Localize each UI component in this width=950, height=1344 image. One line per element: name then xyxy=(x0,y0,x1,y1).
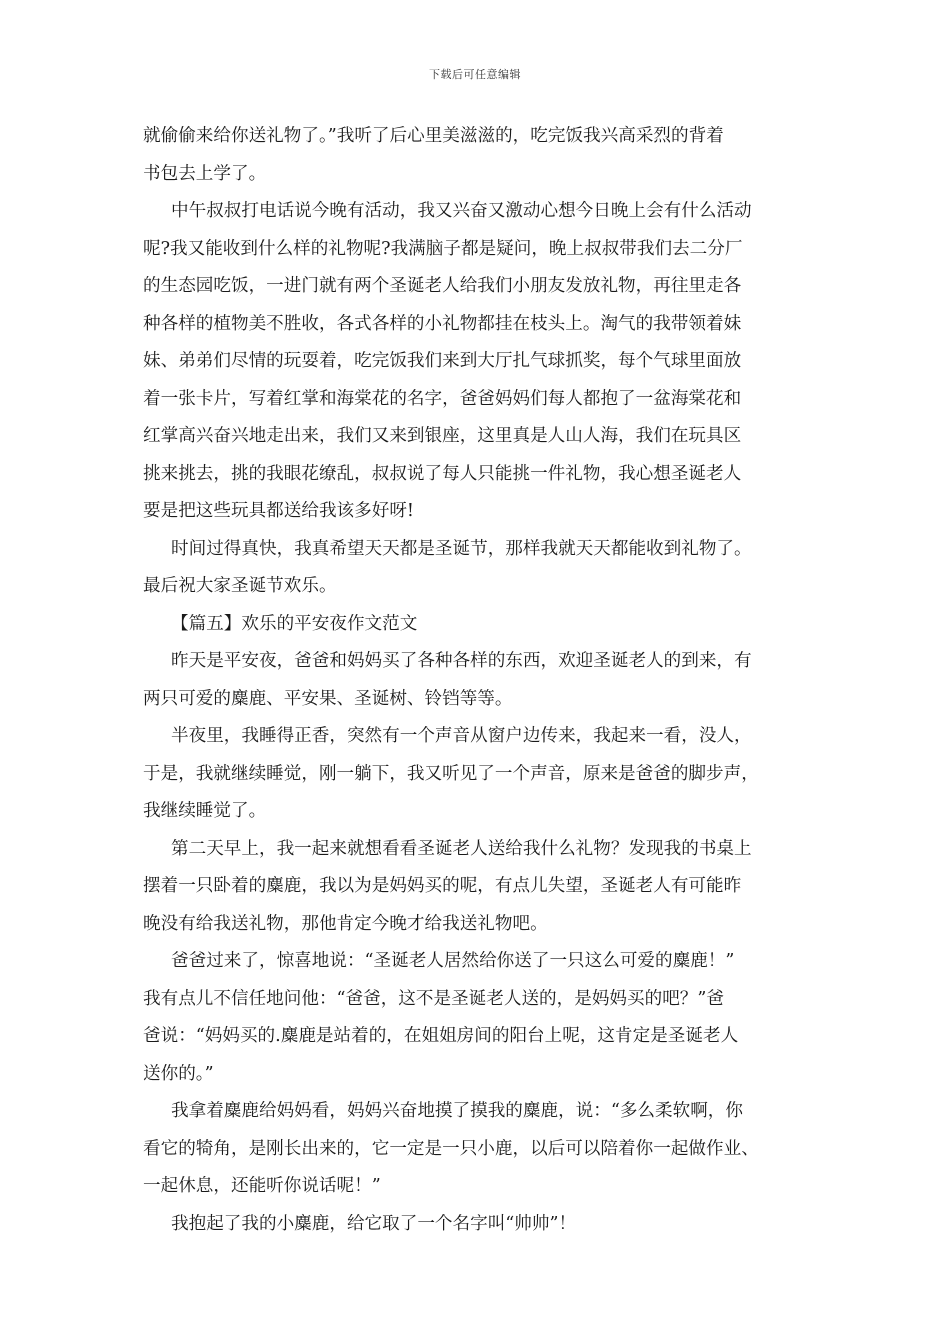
text-line: 书包去上学了。 xyxy=(143,163,267,184)
text-line: 呢?我又能收到什么样的礼物呢?我满脑子都是疑问，晚上叔叔带我们去二分厂 xyxy=(143,238,743,259)
text-line: 送你的。” xyxy=(143,1063,214,1084)
text-line: 一起休息，还能听你说话呢！” xyxy=(143,1176,381,1196)
text-line: 红掌高兴奋兴地走出来，我们又来到银座，这里真是人山人海，我们在玩具区 xyxy=(143,426,742,446)
text-line: 看它的犄角，是刚长出来的，它一定是一只小鹿，以后可以陪着你一起做作业、 xyxy=(143,1138,759,1159)
text-line: 爸说：“妈妈买的.麋鹿是站着的，在姐姐房间的阳台上呢，这肯定是圣诞老人 xyxy=(143,1026,739,1046)
text-line: 种各样的植物美不胜收，各式各样的小礼物都挂在枝头上。淘气的我带领着妹 xyxy=(143,313,742,334)
text-line: 要是把这些玩具都送给我该多好呀! xyxy=(143,501,414,521)
text-line: 中午叔叔打电话说今晚有活动，我又兴奋又激动心想今日晚上会有什么活动 xyxy=(171,201,752,221)
text-line: 第二天早上，我一起来就想看看圣诞老人送给我什么礼物？发现我的书桌上 xyxy=(171,838,752,859)
text-line: 摆着一只卧着的麋鹿，我以为是妈妈买的呢，有点儿失望，圣诞老人有可能昨 xyxy=(143,876,742,896)
text-line: 挑来挑去，挑的我眼花缭乱，叔叔说了每人只能挑一件礼物，我心想圣诞老人 xyxy=(143,463,742,484)
document-body xyxy=(143,118,813,1243)
text-line: 妹、弟弟们尽情的玩耍着，吃完饭我们来到大厅扎气球抓奖，每个气球里面放 xyxy=(143,351,742,371)
text-line: 的生态园吃饭，一进门就有两个圣诞老人给我们小朋友发放礼物，再往里走各 xyxy=(143,276,742,296)
text-line: 昨天是平安夜，爸爸和妈妈买了各种各样的东西，欢迎圣诞老人的到来，有 xyxy=(171,651,752,671)
text-line: 【篇五】欢乐的平安夜作文范文 xyxy=(171,613,418,634)
text-line: 我有点儿不信任地问他：“爸爸，这不是圣诞老人送的，是妈妈买的吧？”爸 xyxy=(143,988,724,1009)
text-line: 我抱起了我的小麋鹿，给它取了一个名字叫“帅帅”！ xyxy=(171,1213,577,1234)
text-line: 我拿着麋鹿给妈妈看，妈妈兴奋地摸了摸我的麋鹿，说：“多么柔软啊，你 xyxy=(171,1101,743,1121)
text-line: 两只可爱的麋鹿、平安果、圣诞树、铃铛等等。 xyxy=(143,688,513,709)
text-line: 于是，我就继续睡觉，刚一躺下，我又听见了一个声音，原来是爸爸的脚步声， xyxy=(143,763,759,784)
text-line: 晚没有给我送礼物，那他肯定今晚才给我送礼物吧。 xyxy=(143,913,548,934)
text-line: 就偷偷来给你送礼物了。”我听了后心里美滋滋的，吃完饭我兴高采烈的背着 xyxy=(143,126,724,146)
text-line: 爸爸过来了，惊喜地说：“圣诞老人居然给你送了一只这么可爱的麋鹿！” xyxy=(171,951,735,971)
text-line: 半夜里，我睡得正香，突然有一个声音从窗户边传来，我起来一看，没人， xyxy=(171,726,752,746)
text-line: 时间过得真快，我真希望天天都是圣诞节，那样我就天天都能收到礼物了。 xyxy=(171,538,752,559)
text-line: 最后祝大家圣诞节欢乐。 xyxy=(143,576,337,596)
text-line: 着一张卡片，写着红掌和海棠花的名字，爸爸妈妈们每人都抱了一盆海棠花和 xyxy=(143,388,742,409)
page-header: 下载后可任意编辑 xyxy=(429,68,521,81)
text-line: 我继续睡觉了。 xyxy=(143,801,267,821)
